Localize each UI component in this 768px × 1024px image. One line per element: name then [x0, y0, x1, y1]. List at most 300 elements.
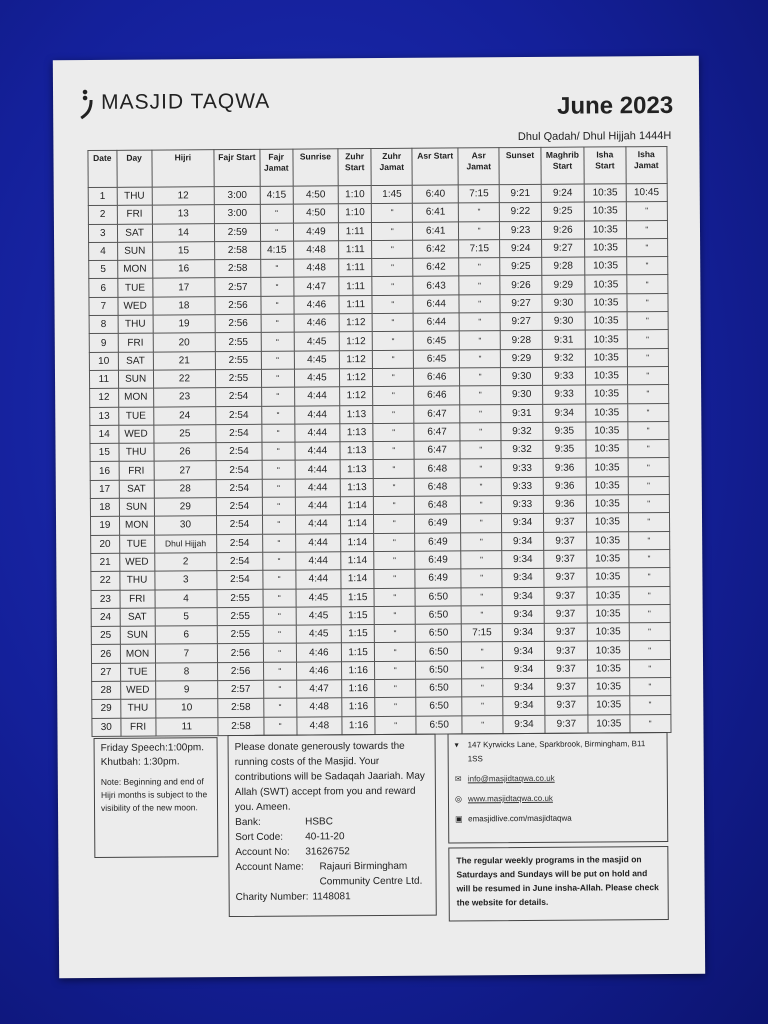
location-pin-icon: ▾: [454, 740, 459, 750]
table-cell: 10:35: [585, 294, 626, 313]
table-cell: ": [626, 293, 668, 312]
table-cell: 4:46: [296, 643, 342, 662]
table-cell: 2:54: [217, 534, 263, 553]
table-cell: 2:57: [215, 278, 261, 297]
table-cell: 6:50: [416, 661, 462, 680]
table-cell: ": [262, 442, 295, 461]
table-cell: 6:47: [414, 441, 460, 460]
table-cell: ": [628, 513, 670, 532]
table-cell: 9:27: [541, 239, 585, 258]
table-cell: 9:37: [544, 623, 588, 642]
table-cell: ": [461, 551, 502, 570]
table-cell: 8: [155, 662, 218, 681]
table-cell: 2:54: [216, 461, 262, 480]
table-cell: ": [460, 423, 501, 442]
table-cell: TUE: [119, 535, 154, 554]
table-cell: 9:33: [502, 495, 543, 514]
table-cell: 7:15: [458, 185, 499, 204]
column-header: [541, 147, 585, 184]
table-cell: TUE: [118, 407, 153, 426]
table-cell: ": [261, 278, 294, 297]
table-cell: 21: [91, 553, 120, 571]
table-cell: ": [629, 641, 671, 660]
table-cell: 4:44: [294, 387, 340, 406]
table-cell: ": [628, 531, 670, 550]
table-cell: ": [462, 660, 503, 679]
table-cell: 1:10: [339, 204, 372, 223]
table-cell: 9:23: [500, 221, 541, 240]
table-cell: 29: [154, 498, 217, 517]
table-cell: 1:16: [342, 680, 375, 699]
table-cell: 4:45: [294, 332, 340, 351]
table-cell: 2:54: [217, 516, 263, 535]
table-cell: 1:45: [371, 185, 412, 204]
table-cell: 9:37: [544, 641, 588, 660]
table-cell: ": [462, 715, 503, 734]
column-header-text: Hijri: [174, 152, 192, 163]
table-cell: ": [629, 586, 671, 605]
table-cell: ": [375, 716, 416, 735]
table-cell: 1:11: [339, 295, 372, 314]
table-cell: 20: [91, 535, 120, 553]
table-cell: ": [260, 259, 293, 278]
column-header: [117, 150, 152, 187]
table-cell: MON: [119, 516, 154, 535]
table-cell: ": [460, 477, 501, 496]
column-header: [88, 150, 117, 187]
table-cell: 4:46: [294, 314, 340, 333]
account-name-row: [235, 859, 429, 890]
table-cell: 17: [152, 278, 215, 297]
table-cell: 4:44: [295, 460, 341, 479]
table-cell: MON: [118, 388, 153, 407]
table-cell: 4:45: [296, 625, 342, 644]
table-cell: ": [261, 314, 294, 333]
table-cell: 1:11: [339, 222, 372, 241]
table-cell: 26: [154, 443, 217, 462]
table-cell: SUN: [117, 242, 152, 261]
table-cell: ": [372, 313, 413, 332]
table-header-row: [88, 146, 667, 187]
globe-icon: ◎: [454, 794, 462, 804]
table-cell: 10:35: [587, 550, 628, 569]
table-cell: 9:32: [501, 422, 542, 441]
table-cell: 16: [90, 462, 119, 480]
table-cell: 18: [153, 296, 216, 315]
table-cell: ": [459, 294, 500, 313]
table-cell: ": [375, 698, 416, 717]
live-link[interactable]: emasjidlive.com/masjidtaqwa: [468, 813, 572, 824]
table-cell: 6:44: [414, 313, 460, 332]
table-cell: ": [629, 604, 671, 623]
table-cell: 4:48: [297, 716, 343, 735]
table-cell: FRI: [119, 462, 154, 481]
table-cell: 11: [89, 370, 118, 388]
table-cell: ": [262, 424, 295, 443]
table-cell: 2:55: [217, 607, 263, 626]
column-header-text: Start: [595, 160, 615, 171]
table-cell: 9:36: [543, 495, 587, 514]
table-cell: 6:46: [414, 368, 460, 387]
table-cell: 12: [90, 389, 119, 407]
table-cell: 10:35: [584, 202, 625, 221]
table-cell: THU: [118, 315, 153, 334]
table-cell: ": [373, 368, 414, 387]
email-link[interactable]: info@masjidtaqwa.co.uk: [467, 773, 555, 784]
table-cell: 1:11: [339, 277, 372, 296]
table-cell: 25: [91, 626, 120, 644]
table-cell: 2:55: [216, 351, 262, 370]
table-cell: 10:35: [588, 641, 629, 660]
table-cell: ": [462, 697, 503, 716]
table-cell: 10:35: [586, 458, 627, 477]
table-cell: 2:58: [218, 717, 264, 736]
table-cell: 1:12: [340, 387, 373, 406]
logo-text: MASJID TAQWA: [101, 89, 271, 114]
logo-mark-icon: [79, 86, 97, 120]
page-title: June 2023: [556, 91, 674, 120]
table-cell: ": [261, 332, 294, 351]
table-cell: 2:55: [217, 625, 263, 644]
table-cell: 10:35: [587, 495, 628, 514]
table-cell: 9:30: [542, 312, 586, 331]
table-cell: 9:36: [543, 459, 587, 478]
table-cell: 6:49: [415, 514, 461, 533]
table-cell: 9:36: [543, 477, 587, 496]
table-cell: 1:13: [340, 478, 373, 497]
table-cell: SAT: [120, 608, 155, 627]
table-cell: 4:44: [295, 479, 341, 498]
column-header-text: Sunrise: [299, 151, 332, 162]
table-cell: 10:35: [586, 440, 627, 459]
table-cell: ": [373, 478, 414, 497]
table-cell: 1:12: [339, 314, 372, 333]
table-cell: ": [459, 368, 500, 387]
table-cell: 1:11: [339, 240, 372, 259]
table-cell: 10:35: [586, 422, 627, 441]
table-cell: 2:57: [218, 680, 264, 699]
table-cell: 9: [155, 681, 218, 700]
column-header-text: Sunset: [505, 149, 535, 161]
table-cell: MON: [120, 644, 155, 663]
column-header-text: Zuhr: [382, 150, 402, 161]
contact-box: [448, 732, 669, 844]
table-cell: 1:14: [341, 570, 374, 589]
table-cell: 10:35: [586, 385, 627, 404]
table-cell: 9:33: [502, 477, 543, 496]
table-cell: ": [261, 369, 294, 388]
table-cell: 9:24: [541, 184, 585, 203]
table-cell: 9:22: [500, 203, 541, 222]
table-cell: 9:37: [544, 587, 588, 606]
timetable-sheet: [53, 56, 705, 978]
table-cell: ": [372, 240, 413, 259]
table-cell: 9:30: [501, 386, 542, 405]
table-cell: ": [372, 277, 413, 296]
table-cell: 10:35: [588, 678, 629, 697]
column-header: [371, 148, 413, 185]
table-cell: 6:47: [414, 423, 460, 442]
column-header: [338, 149, 371, 186]
table-cell: ": [263, 644, 296, 663]
table-cell: ": [626, 275, 668, 294]
table-cell: 4:45: [296, 607, 342, 626]
table-cell: WED: [119, 553, 154, 572]
account-label: Account No:: [235, 846, 290, 859]
table-cell: ": [373, 496, 414, 515]
table-cell: 6:47: [414, 404, 460, 423]
table-cell: ": [372, 258, 413, 277]
address-text: 147 Kyrwicks Lane, Sparkbrook, Birmingham, B11 1SS: [467, 739, 646, 764]
column-header-text: Start: [552, 160, 573, 171]
table-cell: 4:44: [295, 442, 341, 461]
table-cell: TUE: [117, 279, 152, 298]
table-cell: 9: [89, 334, 118, 352]
email-icon: ✉: [454, 774, 462, 784]
table-cell: 4:49: [293, 222, 339, 241]
table-cell: 1:10: [338, 186, 371, 205]
table-cell: 9:34: [502, 605, 543, 624]
table-cell: 10:35: [585, 239, 626, 258]
table-cell: 9:35: [543, 440, 587, 459]
table-cell: ": [263, 570, 296, 589]
table-cell: 4:50: [293, 204, 339, 223]
table-cell: ": [374, 643, 415, 662]
table-cell: ": [374, 533, 415, 552]
table-cell: 1:15: [341, 606, 374, 625]
table-cell: 1:14: [341, 533, 374, 552]
table-cell: 4:47: [293, 277, 339, 296]
table-cell: 9:27: [500, 294, 541, 313]
table-cell: ": [629, 677, 671, 696]
table-cell: 4:44: [294, 405, 340, 424]
moon-note: Note: Beginning and end of Hijri months is subject to the visibility of the new moon.: [100, 776, 208, 813]
table-cell: 9:25: [500, 258, 541, 277]
table-cell: 1:13: [340, 442, 373, 461]
table-cell: 1:12: [340, 350, 373, 369]
table-cell: 6:50: [416, 697, 462, 716]
charity-value: 1148081: [312, 891, 351, 903]
table-cell: 1:14: [341, 551, 374, 570]
table-cell: ": [626, 238, 668, 257]
table-cell: 6:50: [415, 587, 461, 606]
table-cell: 4:47: [296, 680, 342, 699]
table-cell: 2:54: [216, 406, 262, 425]
table-cell: WED: [118, 297, 153, 316]
table-cell: 26: [91, 645, 120, 663]
table-cell: 9:31: [501, 404, 542, 423]
table-cell: 9:28: [501, 331, 542, 350]
live-line[interactable]: [455, 811, 661, 826]
table-cell: 2:54: [217, 552, 263, 571]
table-cell: FRI: [120, 590, 155, 609]
table-cell: 6: [155, 626, 218, 645]
account-value: 31626752: [305, 846, 350, 858]
table-cell: 24: [91, 608, 120, 626]
bank-label: Bank:: [235, 816, 261, 829]
table-cell: ": [374, 588, 415, 607]
sort-code-value: 40-11-20: [305, 831, 345, 843]
table-cell: ": [459, 276, 500, 295]
table-cell: 9:34: [503, 678, 544, 697]
table-body: [88, 183, 671, 736]
table-cell: 7:15: [461, 624, 502, 643]
table-cell: 10:35: [585, 312, 626, 331]
table-cell: 4:48: [293, 241, 339, 260]
table-cell: 9:34: [502, 532, 543, 551]
table-cell: ": [262, 534, 295, 553]
table-cell: ": [461, 532, 502, 551]
table-cell: 9:30: [501, 367, 542, 386]
column-header: [260, 149, 293, 186]
table-cell: ": [626, 257, 668, 276]
table-cell: 1:15: [341, 625, 374, 644]
column-header-text: Asr: [471, 150, 486, 161]
table-cell: ": [371, 204, 412, 223]
table-cell: 22: [153, 370, 216, 389]
table-cell: 2:55: [215, 333, 261, 352]
table-cell: 9:33: [501, 459, 542, 478]
table-cell: WED: [120, 681, 155, 700]
table-cell: 21: [153, 351, 216, 370]
table-cell: 7: [155, 644, 218, 663]
column-header-text: Fajr: [268, 151, 285, 162]
table-cell: 16: [152, 260, 215, 279]
table-cell: 6: [89, 279, 118, 297]
table-cell: 6:41: [413, 203, 459, 222]
table-cell: 1: [88, 187, 117, 205]
table-cell: ": [264, 717, 297, 736]
table-cell: SUN: [119, 498, 154, 517]
table-cell: 9:32: [501, 441, 542, 460]
table-cell: 2:59: [215, 223, 261, 242]
table-cell: 10:35: [585, 220, 626, 239]
table-cell: ": [263, 662, 296, 681]
table-cell: 30: [154, 516, 217, 535]
table-cell: 9:30: [542, 294, 586, 313]
table-cell: 6:46: [414, 386, 460, 405]
address-line: [455, 737, 661, 766]
table-cell: ": [260, 223, 293, 242]
table-cell: 29: [92, 700, 121, 718]
table-cell: SUN: [118, 370, 153, 389]
table-cell: ": [372, 350, 413, 369]
table-cell: 2:58: [215, 260, 261, 279]
table-cell: ": [262, 461, 295, 480]
column-header-text: Jamat: [466, 161, 492, 172]
table-cell: 5: [89, 261, 118, 279]
table-cell: 1:15: [342, 643, 375, 662]
table-cell: ": [260, 204, 293, 223]
table-cell: 10:35: [587, 586, 628, 605]
table-cell: 2:55: [217, 589, 263, 608]
table-cell: 17: [90, 480, 119, 498]
table-cell: 9:33: [542, 385, 586, 404]
table-cell: ": [461, 605, 502, 624]
column-header: [412, 148, 458, 185]
table-cell: 10: [155, 699, 218, 718]
table-cell: 23: [153, 388, 216, 407]
table-cell: 9:37: [544, 696, 588, 715]
friday-info-box: [94, 737, 219, 858]
table-cell: ": [264, 698, 297, 717]
table-cell: 9:34: [503, 623, 544, 642]
website-link[interactable]: www.masjidtaqwa.co.uk: [467, 793, 553, 804]
table-cell: 10:35: [587, 605, 628, 624]
column-header: [152, 150, 215, 187]
table-cell: 1:13: [340, 405, 373, 424]
table-cell: 9:35: [543, 422, 587, 441]
table-cell: ": [626, 202, 668, 221]
table-cell: ": [626, 220, 668, 239]
column-header-text: Jamat: [263, 162, 289, 173]
table-cell: SUN: [120, 626, 155, 645]
table-cell: ": [261, 351, 294, 370]
table-cell: 4:46: [296, 661, 342, 680]
table-cell: 6:42: [413, 258, 459, 277]
table-cell: 9:33: [542, 367, 586, 386]
table-cell: 4:45: [296, 588, 342, 607]
table-cell: 9:37: [544, 660, 588, 679]
table-cell: 28: [92, 681, 121, 699]
table-cell: 9:34: [503, 715, 544, 734]
table-cell: 1:14: [341, 515, 374, 534]
table-cell: 9:32: [542, 349, 586, 368]
table-cell: 9:34: [502, 514, 543, 533]
table-cell: 9:34: [502, 550, 543, 569]
table-cell: 9:34: [542, 404, 586, 423]
table-cell: ": [374, 606, 415, 625]
table-cell: SAT: [118, 352, 153, 371]
table-cell: Dhul Hijjah: [154, 534, 217, 553]
table-cell: SAT: [119, 480, 154, 499]
table-cell: 9:37: [545, 715, 589, 734]
website-line[interactable]: [455, 791, 661, 806]
table-cell: 1:14: [341, 497, 374, 516]
table-cell: 14: [90, 425, 119, 443]
column-header-text: Isha: [596, 149, 614, 160]
table-cell: 4:45: [294, 350, 340, 369]
table-cell: THU: [119, 443, 154, 462]
table-cell: 6:48: [415, 478, 461, 497]
table-cell: 19: [153, 315, 216, 334]
table-cell: 4:44: [295, 533, 341, 552]
table-cell: 10: [89, 352, 118, 370]
table-cell: 10:35: [585, 330, 626, 349]
table-cell: ": [263, 625, 296, 644]
table-cell: 3: [154, 571, 217, 590]
table-cell: ": [459, 258, 500, 277]
table-cell: ": [628, 495, 670, 514]
table-cell: 27: [154, 461, 217, 480]
table-cell: 9:27: [500, 312, 541, 331]
table-cell: 3:00: [214, 205, 260, 224]
table-cell: 9:29: [501, 349, 542, 368]
table-cell: 9:31: [542, 330, 586, 349]
table-cell: ": [460, 441, 501, 460]
table-cell: 15: [152, 242, 215, 261]
table-cell: 2:56: [215, 296, 261, 315]
table-cell: 4:50: [293, 186, 339, 205]
column-header-text: Jamat: [379, 161, 405, 172]
column-header-text: Zuhr: [345, 151, 365, 162]
table-cell: 14: [152, 223, 215, 242]
email-line[interactable]: [455, 771, 661, 786]
table-cell: 9:37: [544, 605, 588, 624]
table-cell: 10:35: [588, 714, 629, 733]
table-cell: ": [460, 404, 501, 423]
table-cell: ": [460, 386, 501, 405]
